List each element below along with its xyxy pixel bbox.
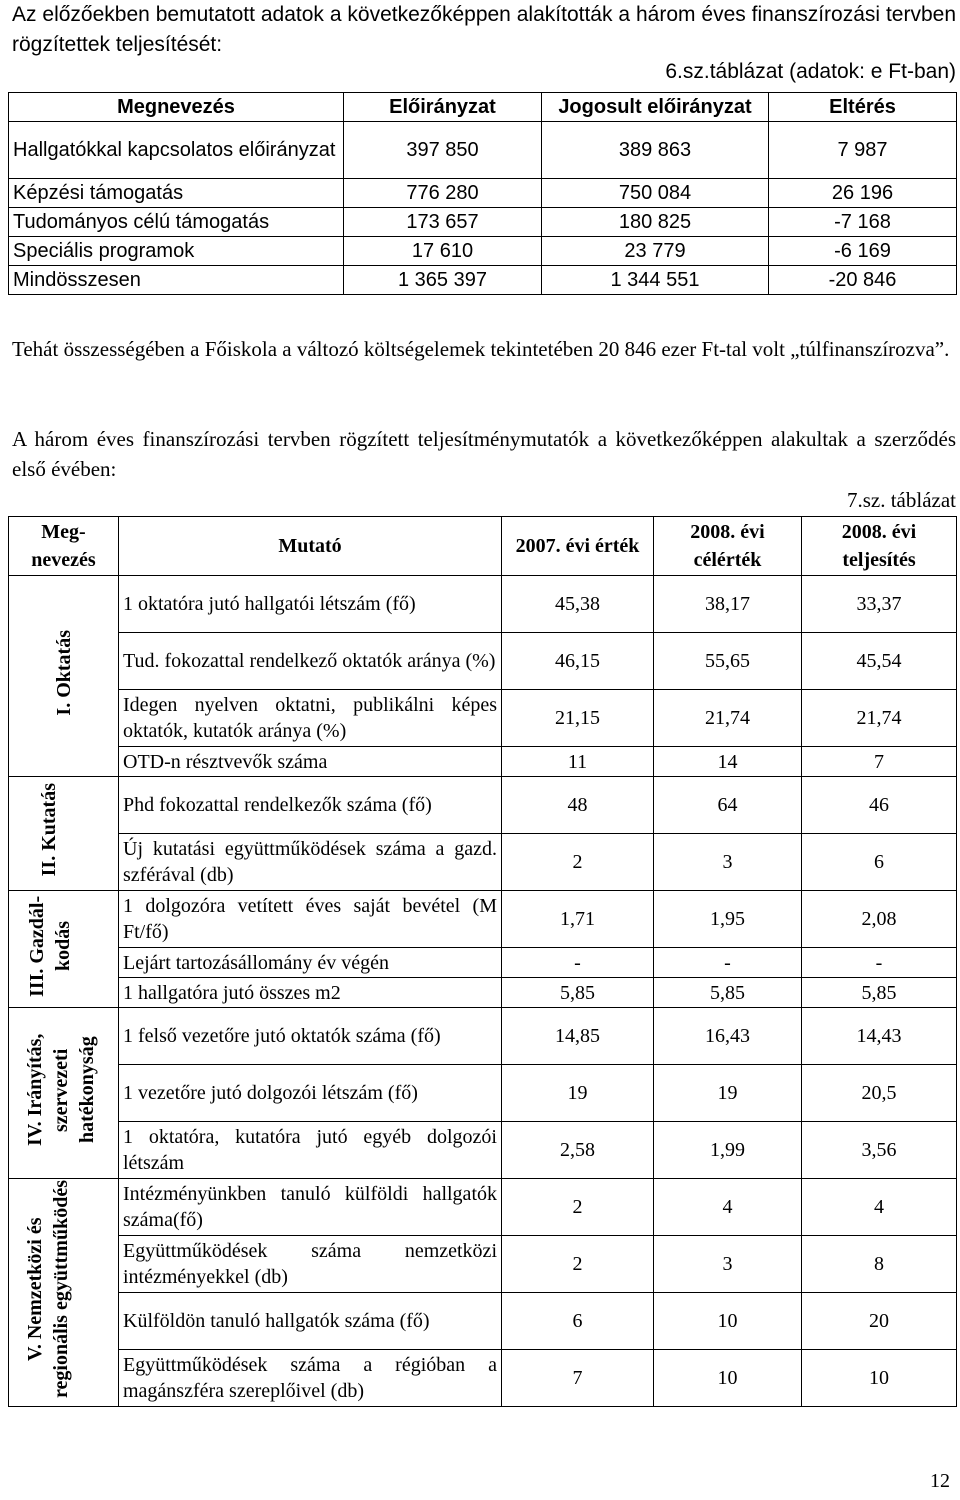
indicator-label: Intézményünkben tanuló külföldi hallgatók száma(fő) [119,1179,502,1236]
indicator-label: Idegen nyelven oktatni, publikálni képes oktatók, kutatók aránya (%) [119,690,502,747]
value-cell: 10 [654,1293,802,1350]
value-cell: 6 [502,1293,654,1350]
value-cell: 45,38 [502,576,654,633]
value-cell: 7 [802,747,957,777]
table-row [9,266,957,295]
value-cell: 2 [502,1236,654,1293]
value-cell: 21,74 [654,690,802,747]
indicator-label: 1 dolgozóra vetített éves saját bevétel (M Ft/fő) [119,891,502,948]
table-header-row [9,517,957,576]
indicator-label: OTD-n résztvevők száma [119,747,502,777]
header-cell: Jogosult előirányzat [542,93,769,122]
indicator-label: 1 vezetőre jutó dolgozói létszám (fő) [119,1065,502,1122]
header-cell: 2007. évi érték [502,517,654,576]
category-label: I. Oktatás [52,629,75,716]
value-cell: -7 168 [769,208,957,237]
table-row [9,208,957,237]
table-row [9,1008,957,1065]
page-number: 12 [930,1470,950,1492]
header-cell: Megnevezés [9,93,344,122]
indicator-label: Tud. fokozattal rendelkező oktatók aránya (%) [119,633,502,690]
indicators-paragraph: A három éves finanszírozási tervben rögzített teljesítménymutatók a következőképpen alakultak a szerződés első évében: [12,427,956,481]
table-row [9,834,957,891]
value-cell: 1,99 [654,1122,802,1179]
indicator-label: 1 oktatóra, kutatóra jutó egyéb dolgozói létszám [119,1122,502,1179]
value-cell: 1,95 [654,891,802,948]
value-cell: 2 [502,834,654,891]
header-cell: 2008. évi célérték [654,517,802,576]
table-row [9,122,957,179]
indicator-label: 1 oktatóra jutó hallgatói létszám (fő) [119,576,502,633]
value-cell: 19 [502,1065,654,1122]
header-cell: 2008. évi teljesítés [802,517,957,576]
value-cell: 2,58 [502,1122,654,1179]
value-cell: 38,17 [654,576,802,633]
value-cell: 21,74 [802,690,957,747]
value-cell: 173 657 [344,208,542,237]
value-cell: 3,56 [802,1122,957,1179]
indicator-label: Külföldön tanuló hallgatók száma (fő) [119,1293,502,1350]
value-cell: 1 344 551 [542,266,769,295]
table-row [9,747,957,777]
value-cell: 14,85 [502,1008,654,1065]
value-cell: 750 084 [542,179,769,208]
indicator-label: 1 hallgatóra jutó összes m2 [119,978,502,1008]
table-row [9,1293,957,1350]
value-cell: -6 169 [769,237,957,266]
value-cell: 55,65 [654,633,802,690]
category-cell [9,1179,119,1407]
category-cell [9,777,119,891]
category-label: V. Nemzetközi és regionális együttműködés [23,1180,72,1398]
value-cell: 776 280 [344,179,542,208]
value-cell: 46 [802,777,957,834]
value-cell: 5,85 [802,978,957,1008]
value-cell: 389 863 [542,122,769,179]
value-cell: 21,15 [502,690,654,747]
indicator-label: Együttműködések száma nemzetközi intézményekkel (db) [119,1236,502,1293]
value-cell: 46,15 [502,633,654,690]
header-cell: Meg-nevezés [9,517,119,576]
row-label: Hallgatókkal kapcsolatos előirányzat [9,122,344,179]
table6-caption: 6.sz.táblázat (adatok: e Ft-ban) [665,60,956,83]
table-header-row [9,93,957,122]
value-cell: 10 [654,1350,802,1407]
table7-caption: 7.sz. táblázat [846,488,956,512]
value-cell: -20 846 [769,266,957,295]
value-cell: 10 [802,1350,957,1407]
table-row [9,179,957,208]
indicators-table [8,516,957,1407]
value-cell: 7 987 [769,122,957,179]
value-cell: 180 825 [542,208,769,237]
value-cell: 14,43 [802,1008,957,1065]
value-cell: - [802,948,957,978]
funding-table [8,92,957,295]
table-row [9,690,957,747]
value-cell: 48 [502,777,654,834]
value-cell: 45,54 [802,633,957,690]
header-cell: Mutató [119,517,502,576]
table-row [9,1236,957,1293]
indicator-label: Együttműködések száma a régióban a magánszféra szereplőivel (db) [119,1350,502,1407]
table-row [9,891,957,948]
table-row [9,1122,957,1179]
row-label: Mindösszesen [9,266,344,295]
value-cell: 6 [802,834,957,891]
value-cell: 1,71 [502,891,654,948]
value-cell: 26 196 [769,179,957,208]
table-row [9,576,957,633]
indicator-label: 1 felső vezetőre jutó oktatók száma (fő) [119,1008,502,1065]
table-row [9,777,957,834]
value-cell: 19 [654,1065,802,1122]
table-row [9,237,957,266]
value-cell: 397 850 [344,122,542,179]
table-row [9,1350,957,1407]
value-cell: 8 [802,1236,957,1293]
value-cell: 20,5 [802,1065,957,1122]
value-cell: 20 [802,1293,957,1350]
table-row [9,633,957,690]
category-cell [9,1008,119,1179]
header-cell: Eltérés [769,93,957,122]
table-row [9,1065,957,1122]
indicator-label: Új kutatási együttműködések száma a gazd. szférával (db) [119,834,502,891]
indicator-label: Phd fokozattal rendelkezők száma (fő) [119,777,502,834]
value-cell: 1 365 397 [344,266,542,295]
row-label: Képzési támogatás [9,179,344,208]
intro-paragraph: Az előzőekben bemutatott adatok a következőképpen alakították a három éves finanszírozási tervben rögzítettek teljesítését: [12,3,956,56]
value-cell: 16,43 [654,1008,802,1065]
table-row [9,948,957,978]
table-row [9,978,957,1008]
category-label: II. Kutatás [37,783,60,877]
summary-paragraph: Tehát összességében a Főiskola a változó költségelemek tekintetében 20 846 ezer Ft-tal volt „túlfinanszírozva”. [12,337,950,361]
value-cell: 2 [502,1179,654,1236]
value-cell: 3 [654,834,802,891]
value-cell: 5,85 [654,978,802,1008]
value-cell: 4 [802,1179,957,1236]
value-cell: - [654,948,802,978]
value-cell: 14 [654,747,802,777]
row-label: Speciális programok [9,237,344,266]
value-cell: - [502,948,654,978]
table-row [9,1179,957,1236]
value-cell: 2,08 [802,891,957,948]
value-cell: 64 [654,777,802,834]
value-cell: 23 779 [542,237,769,266]
value-cell: 7 [502,1350,654,1407]
value-cell: 3 [654,1236,802,1293]
category-label: IV. Irányítás, szervezeti hatékonyság [23,1033,98,1146]
value-cell: 11 [502,747,654,777]
value-cell: 17 610 [344,237,542,266]
value-cell: 4 [654,1179,802,1236]
category-label: III. Gazdál-kodás [25,894,74,997]
category-cell [9,891,119,1008]
value-cell: 5,85 [502,978,654,1008]
header-cell: Előirányzat [344,93,542,122]
row-label: Tudományos célú támogatás [9,208,344,237]
category-cell [9,576,119,777]
indicator-label: Lejárt tartozásállomány év végén [119,948,502,978]
value-cell: 33,37 [802,576,957,633]
